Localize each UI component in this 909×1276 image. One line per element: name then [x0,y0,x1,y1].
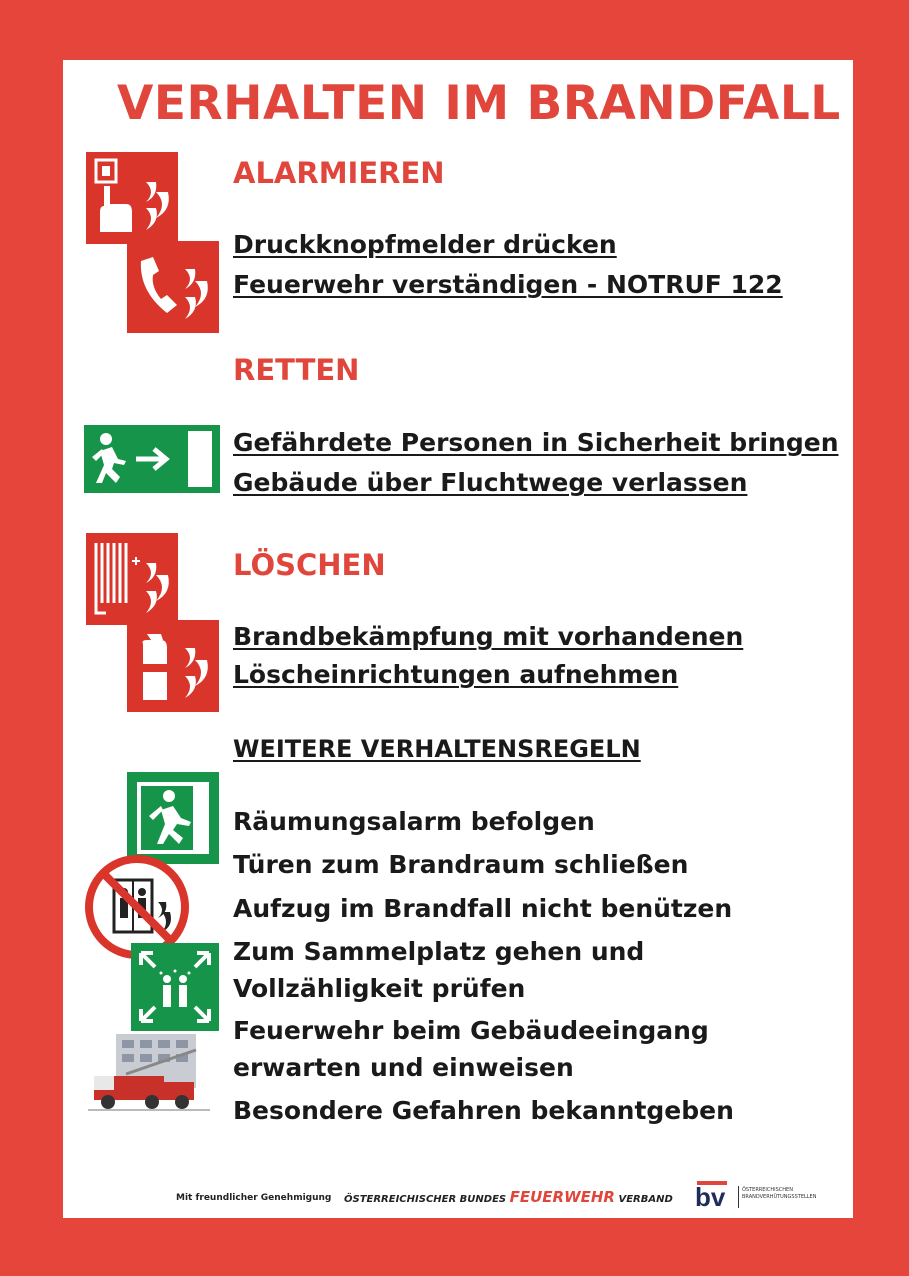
alarm-heading: ALARMIEREN [233,156,445,190]
fire-extinguisher-icon [127,620,219,712]
logo-text: bv [695,1182,726,1212]
rescue-heading: RETTEN [233,353,360,387]
poster-title: VERHALTEN IM BRANDFALL [117,76,841,131]
further-line-8: Besondere Gefahren bekanntgeben [233,1096,734,1125]
footer-permission: Mit freundlicher Genehmigung [176,1193,332,1203]
further-line-5: Vollzähligkeit prüfen [233,974,526,1003]
logo-divider [738,1186,739,1208]
logo-caption-line-1: ÖSTERREICHISCHEN [742,1187,793,1193]
logo-caption [742,1187,816,1201]
further-line-4: Zum Sammelplatz gehen und [233,937,645,966]
footer-organization [344,1188,673,1206]
logo-caption-line-2: BRANDVERHÜTUNGSSTELLEN [742,1194,817,1200]
footer-org-prefix: ÖSTERREICHISCHER BUNDES [344,1194,507,1205]
extinguish-line-1: Brandbekämpfung mit vorhandenen [233,622,744,651]
footer-org-highlight: FEUERWEHR [509,1188,615,1206]
alarm-line-1: Druckknopfmelder drücken [233,230,617,259]
extinguish-heading: LÖSCHEN [233,548,386,582]
rescue-line-2: Gebäude über Fluchtwege verlassen [233,468,748,497]
rescue-line-1: Gefährdete Personen in Sicherheit bringen [233,428,839,457]
further-line-1: Räumungsalarm befolgen [233,807,595,836]
further-heading: WEITERE VERHALTENSREGELN [233,735,641,763]
footer-logo [695,1181,735,1211]
emergency-exit-door-icon [127,772,219,864]
alarm-line-2: Feuerwehr verständigen - NOTRUF 122 [233,270,783,299]
fire-truck-icon [86,1030,212,1116]
further-line-6: Feuerwehr beim Gebäudeeingang [233,1016,709,1045]
further-line-2: Türen zum Brandraum schließen [233,850,689,879]
extinguish-line-2: Löscheinrichtungen aufnehmen [233,660,679,689]
emergency-exit-arrow-icon [84,425,220,493]
further-line-3: Aufzug im Brandfall nicht benützen [233,894,733,923]
further-line-7: erwarten und einweisen [233,1053,574,1082]
assembly-point-icon [131,943,219,1031]
fire-hose-reel-icon [86,533,178,625]
fire-alarm-button-icon [86,152,178,244]
fire-emergency-phone-icon [127,241,219,333]
footer-org-suffix: VERBAND [618,1194,673,1205]
